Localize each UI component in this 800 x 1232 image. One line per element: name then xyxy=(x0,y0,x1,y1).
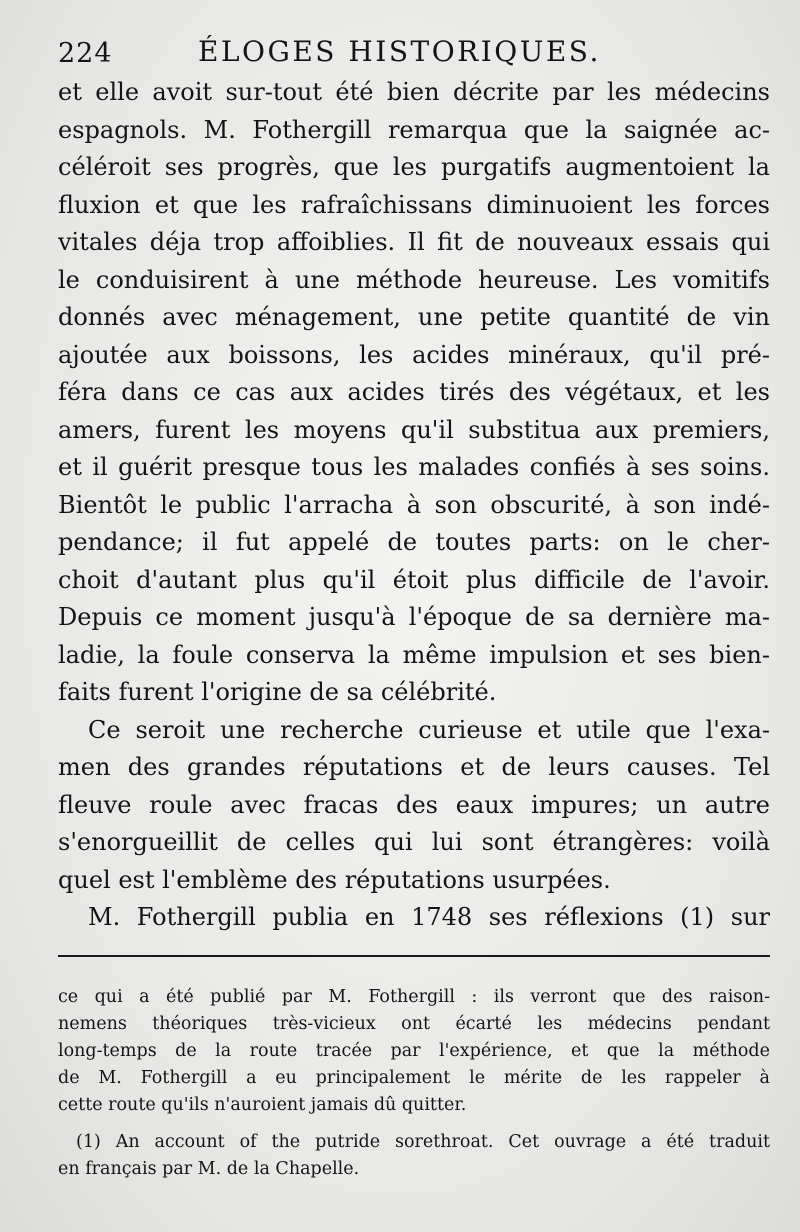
footnote-line: nemens théoriques très-vicieux ont écarté les médecins pendant xyxy=(58,1014,770,1034)
text-line: féra dans ce cas aux acides tirés des végétaux, et les xyxy=(58,378,770,406)
footnote-rule xyxy=(58,955,770,957)
text-line: fleuve roule avec fracas des eaux impures; un autre xyxy=(58,790,770,819)
text-line: et il guérit presque tous les malades confiés à ses soins. xyxy=(58,453,770,481)
text-line: faits furent l'origine de sa célébrité. xyxy=(58,678,497,706)
text-line: ajoutée aux boissons, les acides minéraux, qu'il pré- xyxy=(58,340,770,369)
text-line: espagnols. M. Fothergill remarqua que la saignée ac- xyxy=(58,115,770,144)
text-line: s'enorgueillit de celles qui lui sont étrangères: voilà xyxy=(58,828,770,856)
footnote-line: long-temps de la route tracée par l'expérience, et que la méthode xyxy=(58,1041,770,1061)
text-line: Bientôt le public l'arracha à son obscurité, à son indé- xyxy=(58,490,770,519)
text-line: Depuis ce moment jusqu'à l'époque de sa dernière ma- xyxy=(58,603,770,631)
footnote-line: cette route qu'ils n'auroient jamais dû quitter. xyxy=(58,1095,467,1115)
text-line: donnés avec ménagement, une petite quantité de vin xyxy=(58,303,770,331)
running-title: ÉLOGES HISTORIQUES. xyxy=(198,35,601,68)
footnote-line: ce qui a été publié par M. Fothergill : ils verront que des raison- xyxy=(58,987,770,1007)
page-number: 224 xyxy=(58,38,113,69)
text-line: ladie, la foule conserva la même impulsion et ses bien- xyxy=(58,640,770,669)
text-line: le conduisirent à une méthode heureuse. Les vomitifs xyxy=(58,265,770,294)
main-text xyxy=(58,74,770,937)
text-line: fluxion et que les rafraîchissans diminuoient les forces xyxy=(58,190,770,219)
text-line: vitales déja trop affoiblies. Il fit de nouveaux essais qui xyxy=(58,228,770,256)
page-header xyxy=(58,30,770,70)
text-line: choit d'autant plus qu'il étoit plus difficile de l'avoir. xyxy=(58,565,770,594)
text-line: quel est l'emblème des réputations usurpées. xyxy=(58,865,611,894)
footnote-line: en français par M. de la Chapelle. xyxy=(58,1159,360,1179)
text-line: amers, furent les moyens qu'il substitua aux premiers, xyxy=(58,415,770,444)
text-line: pendance; il fut appelé de toutes parts: on le cher- xyxy=(58,528,770,556)
text-line: et elle avoit sur-tout été bien décrite par les médecins xyxy=(58,78,770,106)
footnote-line: de M. Fothergill a eu principalement le mérite de les rappeler à xyxy=(58,1068,770,1088)
text-line: men des grandes réputations et de leurs causes. Tel xyxy=(58,753,770,781)
text-line: M. Fothergill publia en 1748 ses réflexions (1) sur xyxy=(88,903,770,931)
footnotes xyxy=(58,984,770,1183)
footnote-line: (1) An account of the putride sorethroat. Cet ouvrage a été traduit xyxy=(76,1132,770,1152)
text-line: Ce seroit une recherche curieuse et utile que l'exa- xyxy=(88,715,770,744)
text-line: céléroit ses progrès, que les purgatifs augmentoient la xyxy=(58,153,770,181)
